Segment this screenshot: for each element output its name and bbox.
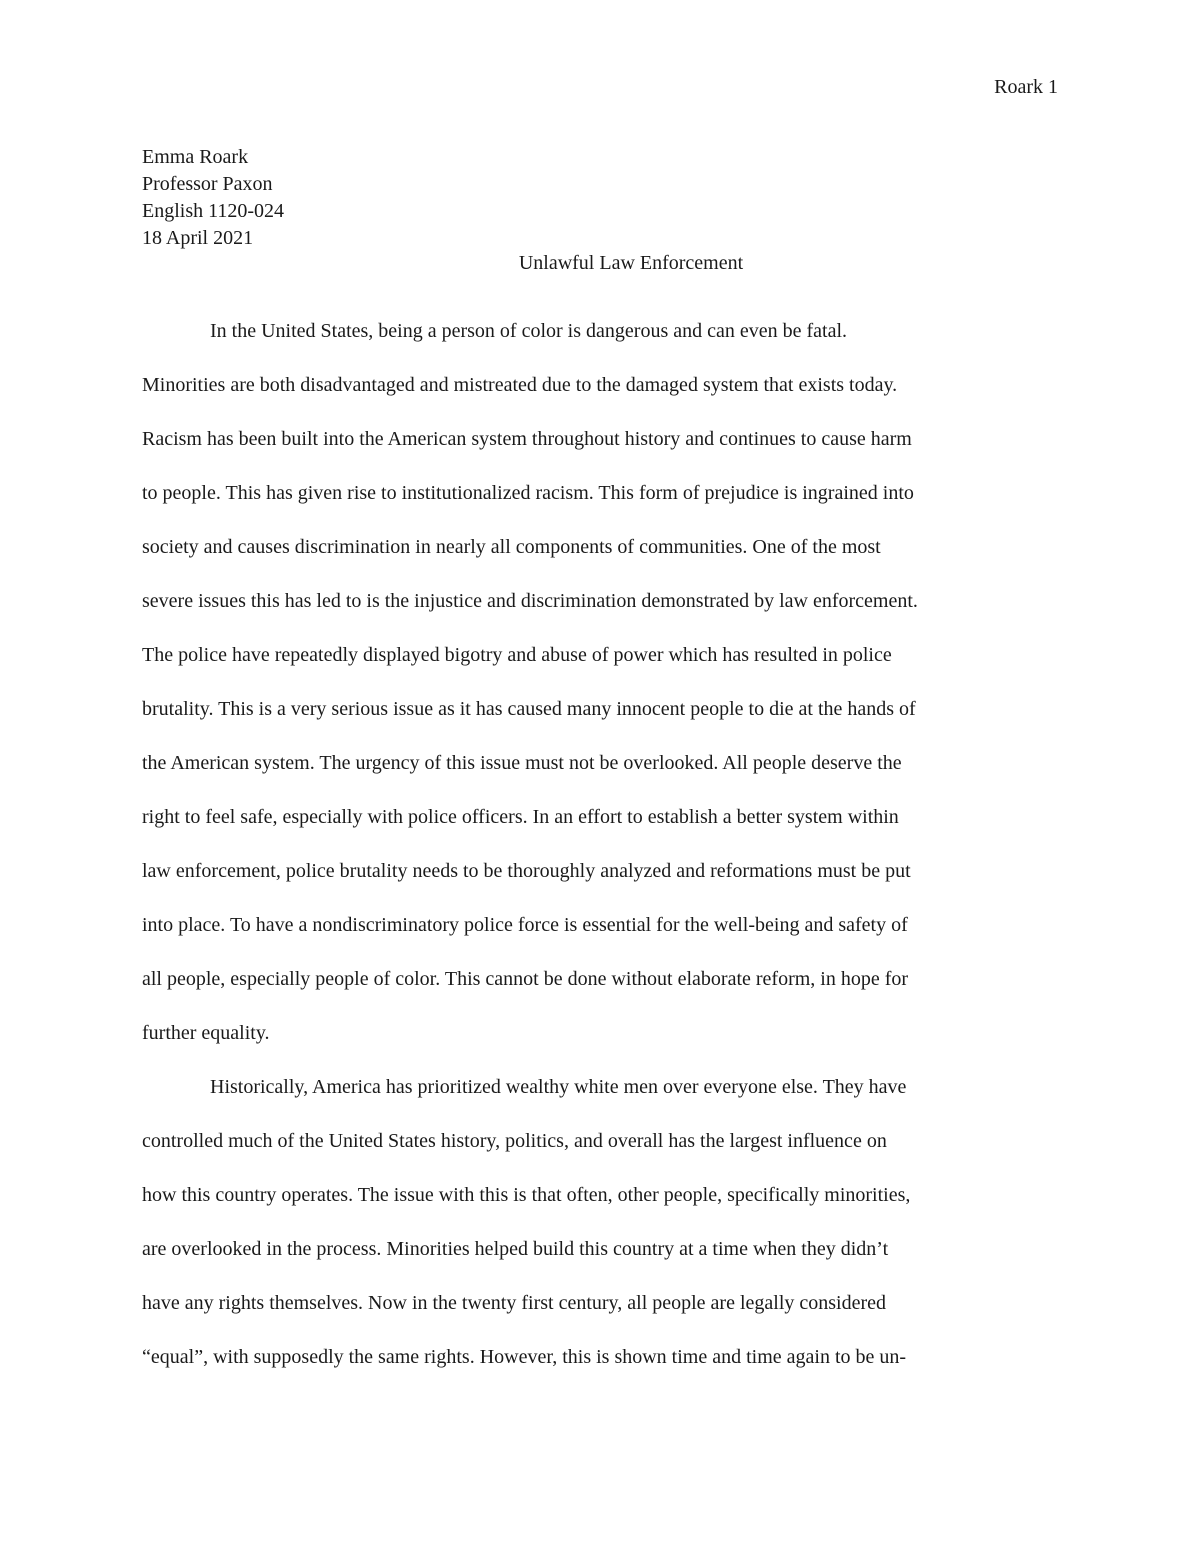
paragraph-line: society and causes discrimination in nearly all components of communities. One of the most xyxy=(142,536,881,558)
paragraph-line: controlled much of the United States history, politics, and overall has the largest influence on xyxy=(142,1130,887,1152)
paragraph-line: brutality. This is a very serious issue as it has caused many innocent people to die at the hands of xyxy=(142,698,916,720)
paragraph-line: all people, especially people of color. This cannot be done without elaborate reform, in hope for xyxy=(142,968,909,990)
paragraph-line: right to feel safe, especially with police officers. In an effort to establish a better system within xyxy=(142,806,899,828)
paragraph-line: Racism has been built into the American system throughout history and continues to cause harm xyxy=(142,428,912,450)
paragraph-line: In the United States, being a person of color is dangerous and can even be fatal. xyxy=(210,320,848,342)
essay-date: 18 April 2021 xyxy=(142,227,254,249)
paragraph-line: “equal”, with supposedly the same rights. However, this is shown time and time again to be un- xyxy=(142,1346,907,1368)
essay-title: Unlawful Law Enforcement xyxy=(518,252,744,274)
running-header: Roark 1 xyxy=(994,76,1058,98)
paragraph-line: into place. To have a nondiscriminatory police force is essential for the well-being and safety of xyxy=(142,914,908,936)
instructor-name: Professor Paxon xyxy=(142,173,273,195)
paragraph-line: Historically, America has prioritized wealthy white men over everyone else. They have xyxy=(210,1076,907,1098)
paragraph-line: further equality. xyxy=(142,1022,270,1044)
paragraph-line: law enforcement, police brutality needs to be thoroughly analyzed and reformations must be put xyxy=(142,860,911,882)
paragraph-line: the American system. The urgency of this issue must not be overlooked. All people deserve the xyxy=(142,752,902,774)
paragraph-line: to people. This has given rise to institutionalized racism. This form of prejudice is ingrained into xyxy=(142,482,914,504)
paragraph-line: have any rights themselves. Now in the twenty first century, all people are legally considered xyxy=(142,1292,887,1314)
paragraph-line: Minorities are both disadvantaged and mistreated due to the damaged system that exists today. xyxy=(142,374,898,396)
course-name: English 1120-024 xyxy=(142,200,285,222)
essay-body xyxy=(142,304,1062,1384)
paragraph-line: severe issues this has led to is the injustice and discrimination demonstrated by law enforcement. xyxy=(142,590,918,612)
author-name: Emma Roark xyxy=(142,146,249,168)
mla-heading xyxy=(142,144,284,252)
paragraph-line: how this country operates. The issue with this is that often, other people, specifically minorities, xyxy=(142,1184,911,1206)
paragraph-line: are overlooked in the process. Minorities helped build this country at a time when they didn’t xyxy=(142,1238,889,1260)
paragraph-line: The police have repeatedly displayed bigotry and abuse of power which has resulted in police xyxy=(142,644,892,666)
